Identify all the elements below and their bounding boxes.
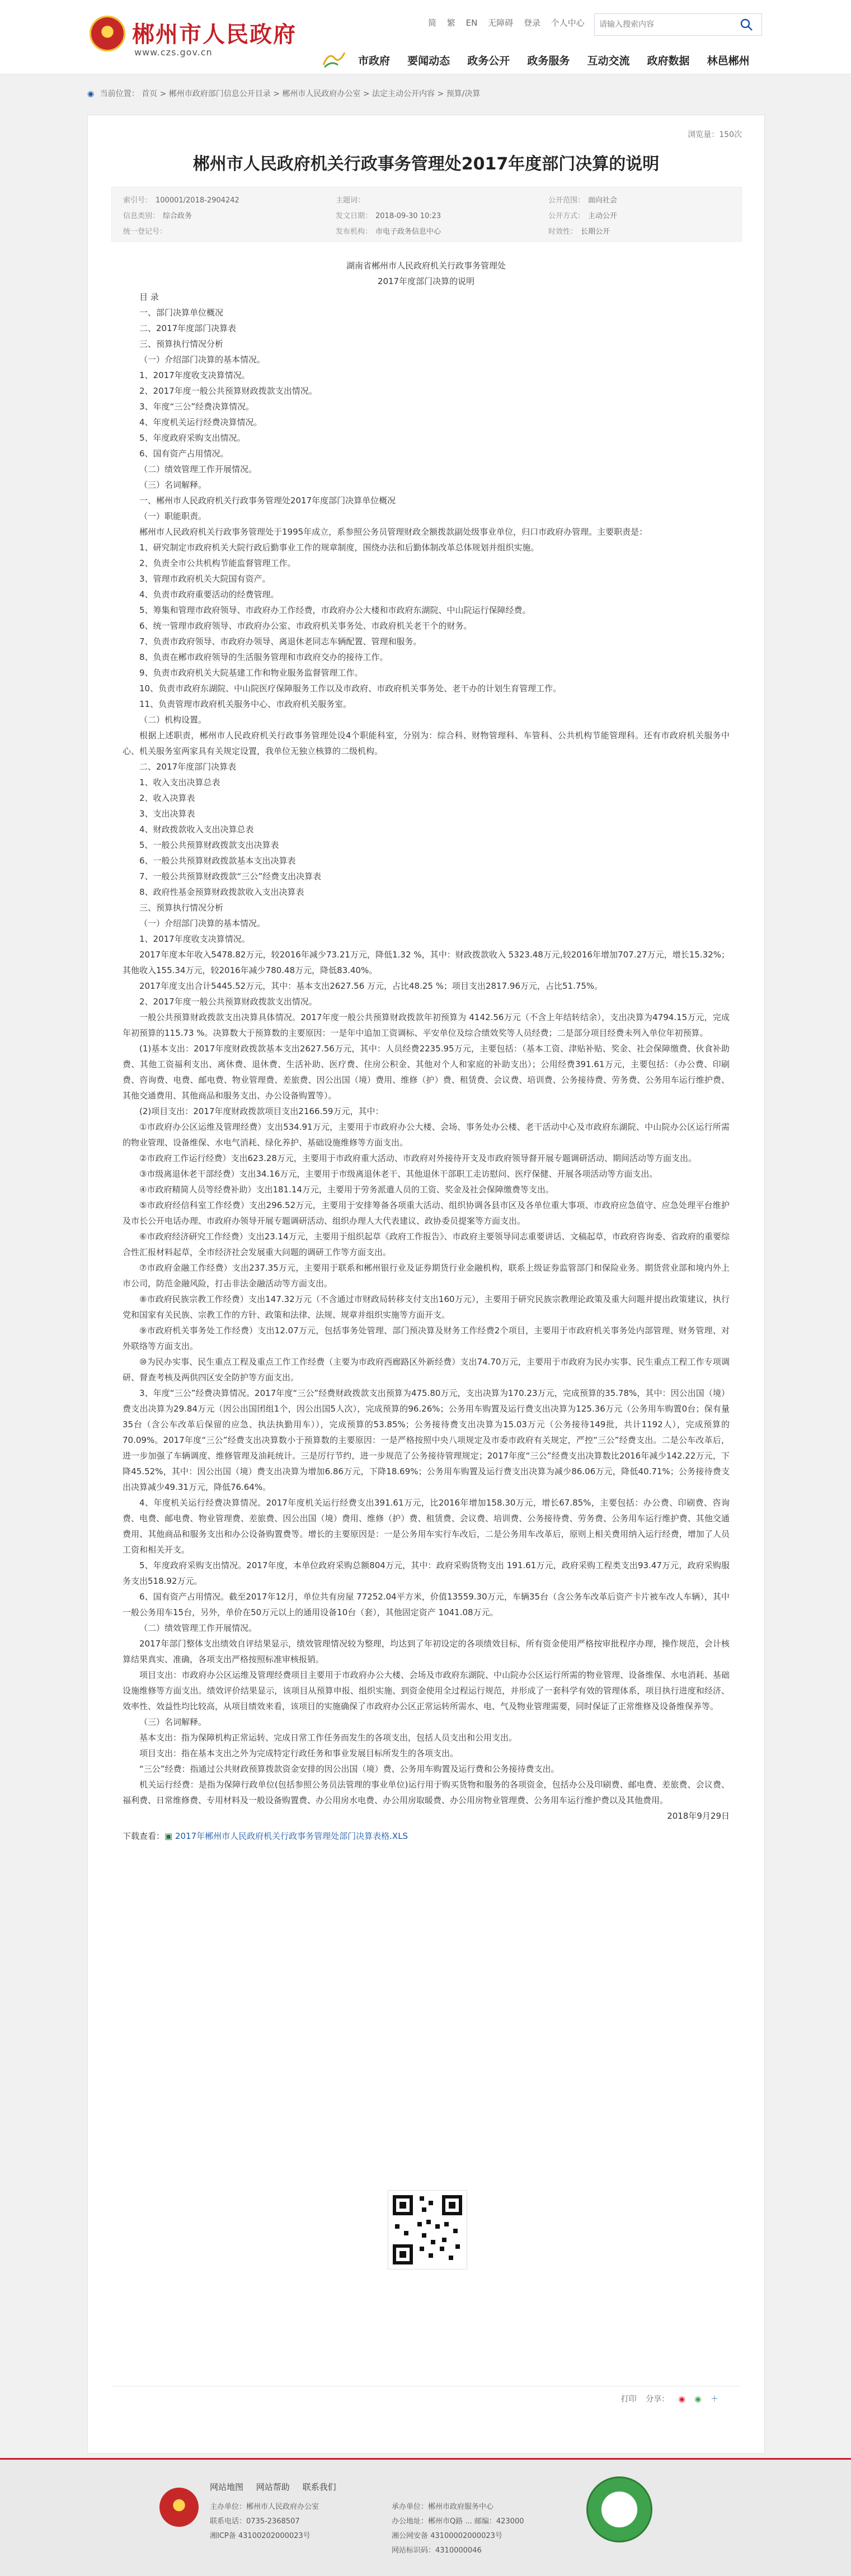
article-line: 1、收入支出决算总表 — [139, 777, 220, 787]
article-line: 项目支出：市政府办公区运维及管理经费项目主要用于市政府办公大楼、会场及市政府东湖院、中山院办公区运行所需的物业管理、设备维保、水电消耗、基础设施维修等方面支出。绩效评价结果显示，该项目从预算申报、组织实施、到资金使用全过程运行规范，并形成了一套科学有效的管理体系，项目执行进度和经济、效率性、效益性均比较高，从项目绩效来看，该项目的实施确保了市政府办公区正常运转所需水、电、气及物业管理需要，同时保证了正常维修及设备维保养等。 — [123, 1670, 730, 1711]
excel-file-icon: ▣ — [164, 1831, 175, 1841]
view-count: 浏览量：150次 — [688, 130, 742, 139]
traditional-chinese-link[interactable]: 繁 — [446, 18, 455, 28]
article-line: ⑤市政府经信科室工作经费）支出296.52万元，主要用于安排筹备各项重大活动、组织协调各县市区及各单位重大事项、市政府应急值守、应急处理平台维护及市长公开电话办理、市政府办领导开展专题调研活动、组织办理人大代表建议、政协委员提案等方面支出。 — [123, 1200, 730, 1226]
article-line: 2、负责全市公共机构节能监督管理工作。 — [139, 558, 296, 568]
top-links — [428, 17, 619, 29]
location-icon: ◉ — [87, 89, 95, 98]
article-line: 6、国有资产占用情况。截至2017年12月，单位共有房屋 77252.04平方米，价值13559.30万元，车辆35台（含公务车改革后资产卡片被车改人车辆），其中一般公务用车15台，另外，单价在50万元以上的通用设备10台（套），其他固定资产 1041.08万元。 — [123, 1592, 730, 1617]
article-line: 湖南省郴州市人民政府机关行政事务管理处 — [346, 261, 506, 271]
article-line: 9、负责市政府机关大院基建工作和物业服务监督管理工作。 — [139, 668, 363, 678]
meta-scope: 公开范围： 面向社会 — [548, 196, 618, 205]
article-line: 2018年9月29日 — [667, 1811, 730, 1821]
article-line: 6、一般公共预算财政拨款基本支出决算表 — [139, 856, 296, 866]
page-title: 郴州市人民政府机关行政事务管理处2017年度部门决算的说明 — [192, 154, 660, 174]
article-line: 4、财政拨款收入支出决算总表 — [139, 824, 254, 834]
article-line: （三）名词解释。 — [139, 480, 207, 490]
footer-address: 办公地址：郴州市Q路 ... 邮编：423000 — [392, 2517, 524, 2526]
footer-police[interactable]: 湘公网安备 43100002000023号 — [392, 2532, 502, 2540]
article-line: (1)基本支出：2017年度财政拨款基本支出2627.56万元，其中：人员经费2235.95万元，主要包括：（基本工资、津贴补贴、奖金、社会保障缴费、伙食补助费、其他工资福利支出、离休费、退休费、生活补助、医疗费、住房公积金、其他对个人和家庭的补助支出）；公用经费391.61万元，主要包括：（办公费、印刷费、咨询费、电费、邮电费、物业管理费、差旅费、因公出国（境）费用、维修（护）费、租赁费、会议费、培训费、公务接待费、劳务费、公务用车运行维护费、其他交通费用、其他商品和服务支出、办公设备购置等）。 — [123, 1044, 730, 1101]
qr-code-icon — [388, 2190, 467, 2270]
article-line: 2017年部门整体支出绩效自评结果显示，绩效管理情况较为整理，均达到了年初设定的各项绩效目标，所有资金使用严格按审批程序办理，操作规范，会计核算结果真实、准确，各项支出严格按照标准审核报销。 — [123, 1639, 730, 1664]
accessibility-link[interactable]: 无障碍 — [488, 18, 514, 28]
article-line: “三公”经费：指通过公共财政预算拨款资金安排的因公出国（境）费、公务用车购置及运行费和公务接待费支出。 — [139, 1764, 560, 1774]
help-link[interactable]: 网站帮助 — [256, 2482, 290, 2492]
article-line: ⑨市政府机关事务处工作经费）支出12.07万元，包括事务处管理、部门预决算及财务工作经费2个项目，主要用于市政府机关事务处内部管理、财务管理、对外联络等方面支出。 — [123, 1325, 730, 1351]
article-line: 根据上述职责，郴州市人民政府机关行政事务管理处设4个职能科室，分别为：综合科、财物管理科、车管科、公共机构节能管理科。还有市政府机关服务中心、机关服务室两家具有关规定设置，我单位无独立核算的二级机构。 — [123, 730, 730, 756]
article-line: 基本支出：指为保障机构正常运转、完成日常工作任务而发生的各项支出，包括人员支出和公用支出。 — [139, 1733, 518, 1743]
article-line: 目 录 — [139, 292, 159, 302]
meta-subject: 主题词： — [336, 196, 365, 205]
article-line: 2、收入决算表 — [139, 793, 195, 803]
article-line: ③市级离退休老干部经费）支出34.16万元，主要用于市级离退休老干、其他退休干部职工走访慰问、医疗保健、开展各项活动等方面支出。 — [139, 1169, 658, 1179]
nav-item-city-government[interactable]: 市政府 — [358, 55, 391, 67]
article-line: （一）职能职责。 — [139, 511, 207, 521]
article-line: 7、负责市政府领导、市政府办领导、离退休老同志车辆配置、管理和服务。 — [139, 636, 422, 647]
article-line: 2017年度支出合计5445.52万元，其中：基本支出2627.56 万元，占比48.25 %；项目支出2817.96万元，占比51.75%。 — [139, 981, 603, 991]
article-line: 3、管理市政府机关大院国有资产。 — [139, 574, 271, 584]
footer-links — [210, 2481, 346, 2493]
article-tools — [111, 2386, 741, 2409]
article-line: （一）介绍部门决算的基本情况。 — [139, 355, 266, 365]
article-line: 1、2017年度收支决算情况。 — [139, 370, 250, 380]
breadcrumb-item[interactable]: 首页 — [142, 89, 158, 98]
nav-item-gov-data[interactable]: 政府数据 — [647, 55, 690, 67]
breadcrumb: ◉ 当前位置： 首页 > 郴州市政府部门信息公开目录 > 郴州市人民政府办公室 > 法定主动公开内容 > 预算/决算 — [87, 89, 481, 98]
article-line: 2、2017年度一般公共预算财政拨款支出情况。 — [139, 386, 317, 396]
article-line: 6、统一管理市政府领导、市政府办公室、市政府机关事务处、市政府机关老干个的财务。 — [139, 621, 472, 631]
site-footer — [0, 2458, 851, 2576]
footer-icp[interactable]: 湘ICP备 43100202000023号 — [210, 2532, 311, 2540]
sitemap-link[interactable]: 网站地图 — [210, 2482, 244, 2492]
article-line: 一、部门决算单位概况 — [139, 308, 224, 318]
nav-item-public-affairs[interactable]: 政务公开 — [467, 55, 510, 67]
article-panel — [87, 115, 765, 2454]
search-box — [594, 13, 762, 36]
search-input[interactable] — [598, 16, 735, 33]
article-line: 2017年度本年收入5478.82万元，较2016年减少73.21万元，降低1.32 %，其中：财政拨款收入 5323.48万元,较2016年增加707.27万元，增长15.32%；其他收入155.34万元，较2016年减少780.48万元，降低83.40%。 — [123, 950, 730, 975]
meta-method: 公开方式： 主动公开 — [548, 212, 618, 220]
article-line: 1、2017年度收支决算情况。 — [139, 934, 250, 944]
meta-doc-no: 统一登记号： — [123, 228, 167, 236]
breadcrumb-label: 当前位置： — [100, 89, 139, 98]
breadcrumb-item[interactable]: 预算/决算 — [446, 89, 481, 98]
nav-item-linyi-chenzhou[interactable]: 林邑郴州 — [707, 55, 750, 67]
footer-operator: 承办单位：郴州市政府服务中心 — [392, 2503, 494, 2511]
share-label: 分享： — [646, 2395, 670, 2404]
article-line: 10、负责市政府东湖院、中山院医疗保障服务工作以及市政府、市政府机关事务处、老干办的计划生育管理工作。 — [139, 683, 562, 693]
article-line: 郴州市人民政府机关行政事务管理处于1995年成立，系参照公务员管理财政全额拨款副处级事业单位，归口市政府办管理。主要职责是： — [139, 527, 648, 537]
article-line: 2017年度部门决算的说明 — [377, 276, 475, 286]
article-line: 项目支出：指在基本支出之外为完成特定行政任务和事业发展目标所发生的各项支出。 — [139, 1748, 459, 1758]
article-line: 一般公共预算财政拨款支出决算具体情况。2017年度一般公共预算财政拨款年初预算为 4142.56万元（不含上年结转结余），支出决算为4794.15万元，完成年初预算的115.73 %。决算数大于预算数的主要原因：一是年中追加工资调标、平安单位及综合绩效奖等人员经费；二是部分项目经费未列入单位年初预算。 — [123, 1012, 730, 1038]
article-line: ⑧市政府民族宗教工作经费）支出147.32万元（不含通过市财政局转移支付支出160万元），主要用于研究民族宗教理论政策及重大问题并提出政策建议，执行党和国家有关民族、宗教工作的方针、政策和法律、法规、规章并组织实施等方面开支。 — [123, 1294, 730, 1320]
english-link[interactable]: EN — [466, 18, 478, 28]
article-line: 三、预算执行情况分析 — [139, 339, 224, 349]
article-line: 1、研究制定市政府机关大院行政后勤事业工作的规章制度，围绕办法和后勤体制改革总体规划并组织实施。 — [139, 542, 539, 553]
article-line: （一）介绍部门决算的基本情况。 — [139, 918, 266, 928]
document-metadata — [111, 187, 742, 242]
article-line: 5、年度政府采购支出情况。2017年度，本单位政府采购总额804万元，其中：政府采购货物支出 191.61万元，政府采购工程类支出93.47万元，政府采购服务支出518.92万元。 — [123, 1560, 730, 1586]
article-line: （二）绩效管理工作开展情况。 — [139, 464, 257, 474]
footer-info-left — [210, 2500, 319, 2544]
article-line: ⑥市政府经济研究工作经费）支出23.14万元，主要用于组织起草《政府工作报告》、市政府主要领导同志重要讲话、文稿起草，市政府咨询委、省政府的重要综合性汇报材料起草，全市经济社会发展重大问题的调研工作等方面支出。 — [123, 1232, 730, 1257]
meta-date: 发文日期： 2018-09-30 10:23 — [336, 212, 441, 220]
login-link[interactable]: 登录 — [523, 18, 540, 28]
footer-phone: 联系电话：0735-2368507 — [210, 2517, 300, 2526]
meta-period: 时效性： 长期公开 — [548, 228, 610, 236]
article-line: 3、年度“三公”经费决算情况。 — [139, 402, 255, 412]
breadcrumb-item[interactable]: 郴州市人民政府办公室 — [282, 89, 361, 98]
share-wechat-icon[interactable]: ◉ — [694, 2395, 702, 2404]
article-line: ①市政府办公区运维及管理经费）支出534.91万元，主要用于市政府办公大楼、会场、事务处办公楼、老干活动中心及市政府东湖院、中山院办公区运行所需的物业管理、设备维保、水电气消耗、绿化养护、基础设施维修等方面支出。 — [123, 1122, 730, 1148]
main-nav — [358, 53, 764, 68]
site-url: www.czs.gov.cn — [134, 47, 213, 58]
article-line: 6、国有资产占用情况。 — [139, 449, 229, 459]
article-line: (2)项目支出：2017年度财政拨款项目支出2166.59万元，其中： — [139, 1106, 384, 1116]
article-line: 一、郴州市人民政府机关行政事务管理处2017年度部门决算单位概况 — [139, 496, 396, 506]
article-body — [123, 258, 730, 1844]
nav-item-gov-services[interactable]: 政务服务 — [527, 55, 570, 67]
article-line: （二）绩效管理工作开展情况。 — [139, 1623, 257, 1633]
article-line: 机关运行经费：是指为保障行政单位(包括参照公务员法管理的事业单位)运行用于购买货物和服务的各项资金，包括办公及印刷费、邮电费、差旅费、会议费、福利费、日常维修费、专用材料及一般设备购置费、办公用房水电费、办公用房取暖费、办公用房物业管理费、公务用车运行维护费以及其他费用。 — [123, 1780, 730, 1805]
article-line: 4、年度机关运行经费决算情况。 — [139, 417, 262, 427]
attachment-row — [123, 1828, 730, 1844]
attachment-label: 下载查看： — [123, 1831, 165, 1841]
breadcrumb-item[interactable]: 法定主动公开内容 — [372, 89, 435, 98]
article-line: ②市政府工作运行经费）支出623.28万元，主要用于市政府重大活动、市政府对外接待开支及市政府领导督开展专题调研活动、期间活动等方面支出。 — [139, 1153, 697, 1163]
article-line: 11、负责管理市政府机关服务中心、市政府机关服务室。 — [139, 699, 352, 709]
article-line: （二）机构设置。 — [139, 715, 207, 725]
article-line: 4、年度机关运行经费决算情况。2017年度机关运行经费支出391.61万元，比2016年增加158.30万元，增长67.85%，主要包括：办公费、印刷费、咨询费、电费、邮电费、物业管理费、差旅费、因公出国（境）费用、维修（护）费、租赁费、会议费、培训费、公务接待费、劳务费、公务用车运行维护费、其他交通费用、其他商品和服务支出和办公设备购置费等。增长的主要原因是：一是公务用车实行车改后，二是公务用车改革后，原则上相关费用纳入运行经费，增加了人员工资和相关开支。 — [123, 1498, 730, 1555]
article-line: 3、支出决算表 — [139, 809, 195, 819]
personal-center-link[interactable]: 个人中心 — [551, 18, 585, 28]
footer-site-code: 网站标识码：4310000046 — [392, 2546, 482, 2555]
footer-emblem-icon — [159, 2488, 199, 2527]
share-weibo-icon[interactable]: ◉ — [678, 2395, 685, 2404]
article-line: （三）名词解释。 — [139, 1717, 207, 1727]
national-emblem-icon — [90, 16, 125, 51]
article-line: ⑩为民办实事、民生重点工程及重点工作工作经费（主要为市政府西廊路区外新经费）支出74.70万元，主要用于市政府为民办实事、民生重点工程工作专项调研、督查考核及两供四区安全防护等方面支出。 — [123, 1357, 730, 1383]
meta-org: 发布机构： 市电子政务信息中心 — [336, 228, 441, 236]
share-more-icon[interactable]: ＋ — [711, 2395, 718, 2404]
search-icon[interactable] — [739, 17, 754, 32]
article-line: 8、负责在郴市政府领导的生活服务管理和市政府交办的接待工作。 — [139, 652, 388, 662]
meta-index-no: 索引号： 100001/2018-2904242 — [123, 196, 239, 205]
article-line: 5、一般公共预算财政拨款支出决算表 — [139, 840, 279, 850]
nav-item-news[interactable]: 要闻动态 — [407, 55, 450, 67]
site-title[interactable]: 郴州市人民政府 — [132, 22, 297, 48]
site-header — [0, 0, 851, 74]
contact-link[interactable]: 联系我们 — [302, 2482, 336, 2492]
article-line: 7、一般公共预算财政拨款“三公”经费支出决算表 — [139, 871, 322, 881]
article-line: ④市政府精简人员等经费补助）支出181.14万元，主要用于劳务派遣人员的工资、奖金及社会保障缴费等支出。 — [139, 1185, 554, 1195]
article-line: 5、筹集和管理市政府领导、市政府办工作经费，市政府办公大楼和市政府东湖院、中山院运行保障经费。 — [139, 605, 531, 615]
print-button[interactable]: 打印 — [620, 2395, 637, 2404]
article-line: 二、2017年度部门决算表 — [139, 323, 237, 333]
article-line: 8、政府性基金预算财政拨款收入支出决算表 — [139, 887, 304, 897]
simplified-chinese-link[interactable]: 简 — [428, 18, 437, 28]
article-line: 4、负责市政府重要活动的经费管理。 — [139, 589, 279, 600]
article-line: 2、2017年度一般公共预算财政拨款支出情况。 — [139, 997, 317, 1007]
footer-info-right — [392, 2500, 524, 2544]
article-line: ⑦市政府金融工作经费）支出237.35万元，主要用于联系和郴州银行业及证券期货行业金融机构，联系上级证券监管部门和保险业务。期货营业部和境内外上市公司，防范金融风险，打击非法金融活动等方面支出。 — [123, 1263, 730, 1289]
article-line: 5、年度政府采购支出情况。 — [139, 433, 246, 443]
decorative-flourish-icon — [321, 48, 347, 70]
breadcrumb-item[interactable]: 郴州市政府部门信息公开目录 — [168, 89, 271, 98]
article-line: 三、预算执行情况分析 — [139, 903, 224, 913]
attachment-link[interactable]: 2017年郴州市人民政府机关行政事务管理处部门决算表格.XLS — [175, 1831, 408, 1841]
meta-category: 信息类别： 综合政务 — [123, 212, 192, 220]
article-line: 3、年度“三公”经费决算情况。2017年度“三公”经费财政拨款支出预算为475.80万元，支出决算为170.23万元，完成预算的35.78%，其中：因公出国（境）费支出决算为29.84万元（因公出国团组1个，因公出国5人次），完成预算的96.26%；公务用车购置及运行费支出决算为125.36万元（公务用车购置0台；保有量35台（含公车改革后保留的应急、执法执勤用车）），完成预算的53.85%；公务接待费支出决算为15.03万元（公务接待149批，共计1192人），完成预算的70.09%。2017年度“三公”经费支出决算数小于预算数的主要原因：一是严格按照中央八项规定及市委市政府有关规定，严控“三公”经费支出。二是公车改革后，进一步加强了车辆调度、维修管理及油耗统计。三是厉行节约，进一步规范了公务接待管理规定；2017年度“三公”经费支出决算数比2016年减少142.22万元，下降45.52%，其中：因公出国（境）费支出决算为增加6.86万元，下降18.69%；公务用车购置及运行费支出决算为减少86.06万元，降低40.71%；公务接待费支出决算减少49.31万元，降低76.64%。 — [123, 1388, 730, 1492]
footer-host: 主办单位：郴州市人民政府办公室 — [210, 2503, 319, 2511]
nav-item-interaction[interactable]: 互动交流 — [587, 55, 630, 67]
article-line: 二、2017年度部门决算表 — [139, 762, 237, 772]
gov-error-correction-badge-icon[interactable] — [586, 2476, 652, 2542]
